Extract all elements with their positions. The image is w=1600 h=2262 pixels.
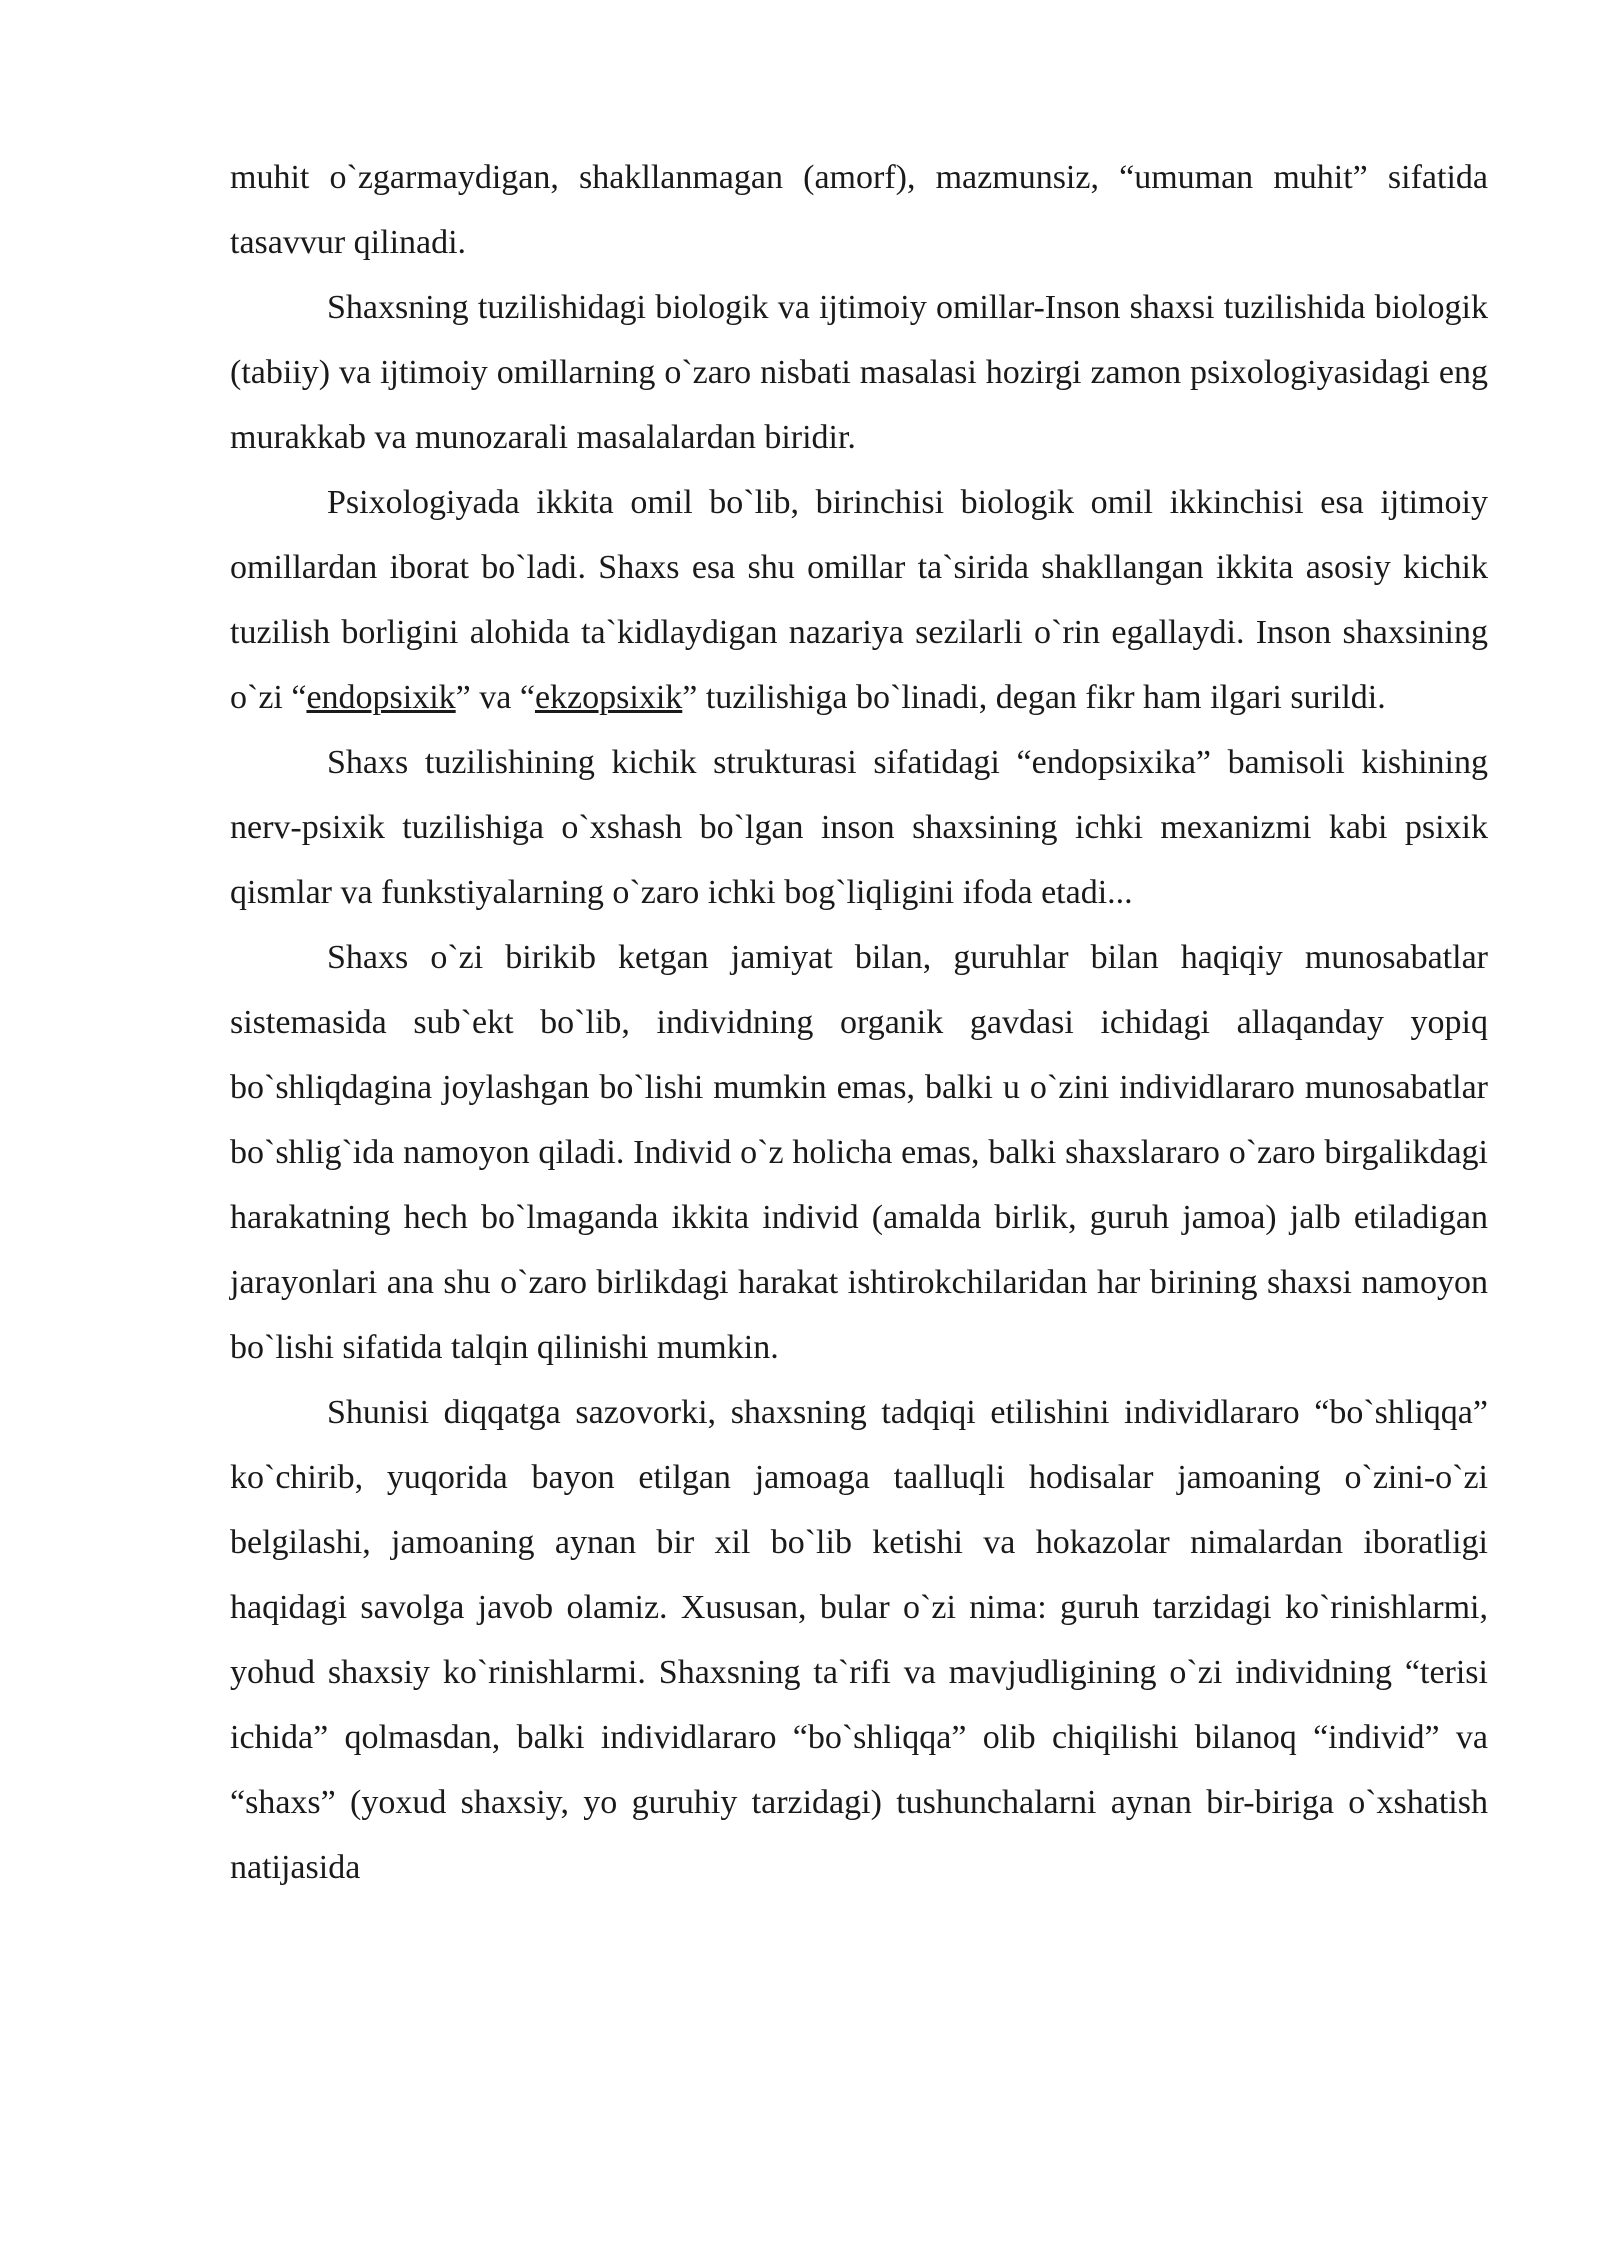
paragraph-3: [230, 470, 1488, 730]
paragraph-4: Shaxs tuzilishining kichik strukturasi sifatidagi “endopsixika” bamisoli kishining nerv-psixik tuzilishiga o`xshash bo`lgan inson shaxsining ichki mexanizmi kabi psixik qismlar va funkstiyalarning o`zaro ichki bog`liqligini ifoda etadi...: [230, 744, 1488, 911]
paragraph-3-text-a: Psixologiyada ikkita omil bo`lib, birinchisi biologik omil ikkinchisi esa ijtimoiy omillardan iborat bo`ladi. Shaxs esa shu omillar ta`sirida shakllangan ikkita asosiy kichik tuzilish borligini alohida ta`kidlaydigan nazariya sezilarli o`rin egallaydi. Inson shaxsining o`zi “: [230, 484, 1488, 716]
ekzopsixik-link[interactable]: ekzopsixik: [534, 679, 683, 716]
document-page: [230, 145, 1488, 1900]
paragraph-1: muhit o`zgarmaydigan, shakllanmagan (amorf), mazmunsiz, “umuman muhit” sifatida tasavvur qilinadi.: [230, 159, 1488, 261]
paragraph-3-text-c: ” tuzilishiga bo`linadi, degan fikr ham ilgari surildi.: [682, 679, 1386, 716]
paragraph-6: Shunisi diqqatga sazovorki, shaxsning tadqiqi etilishini individlararo “bo`shliqqa” ko`chirib, yuqorida bayon etilgan jamoaga taalluqli hodisalar jamoaning o`zini-o`zi belgilashi, jamoaning aynan bir xil bo`lib ketishi va hokazolar nimalardan iboratligi haqidagi savolga javob olamiz. Xususan, bular o`zi nima: guruh tarzidagi ko`rinishlarmi, yohud shaxsiy ko`rinishlarmi. Shaxsning ta`rifi va mavjudligining o`zi individning “terisi ichida” qolmasdan, balki individlararo “bo`shliqqa” olib chiqilishi bilanoq “individ” va “shaxs” (yoxud shaxsiy, yo guruhiy tarzidagi) tushunchalarni aynan bir-biriga o`xshatish natijasida: [230, 1394, 1488, 1886]
paragraph-5: Shaxs o`zi birikib ketgan jamiyat bilan, guruhlar bilan haqiqiy munosabatlar sistemasida sub`ekt bo`lib, individning organik gavdasi ichidagi allaqanday yopiq bo`shliqdagina joylashgan bo`lishi mumkin emas, balki u o`zini individlararo munosabatlar bo`shlig`ida namoyon qiladi. Individ o`z holicha emas, balki shaxslararo o`zaro birgalikdagi harakatning hech bo`lmaganda ikkita individ (amalda birlik, guruh jamoa) jalb etiladigan jarayonlari ana shu o`zaro birlikdagi harakat ishtirokchilaridan har birining shaxsi namoyon bo`lishi sifatida talqin qilinishi mumkin.: [230, 939, 1488, 1366]
paragraph-2: Shaxsning tuzilishidagi biologik va ijtimoiy omillar-Inson shaxsi tuzilishida biologik (tabiiy) va ijtimoiy omillarning o`zaro nisbati masalasi hozirgi zamon psixologiyasidagi eng murakkab va munozarali masalalardan biridir.: [230, 289, 1488, 456]
endopsixik-link[interactable]: endopsixik: [306, 679, 456, 716]
paragraph-3-text-b: ” va “: [455, 679, 535, 716]
